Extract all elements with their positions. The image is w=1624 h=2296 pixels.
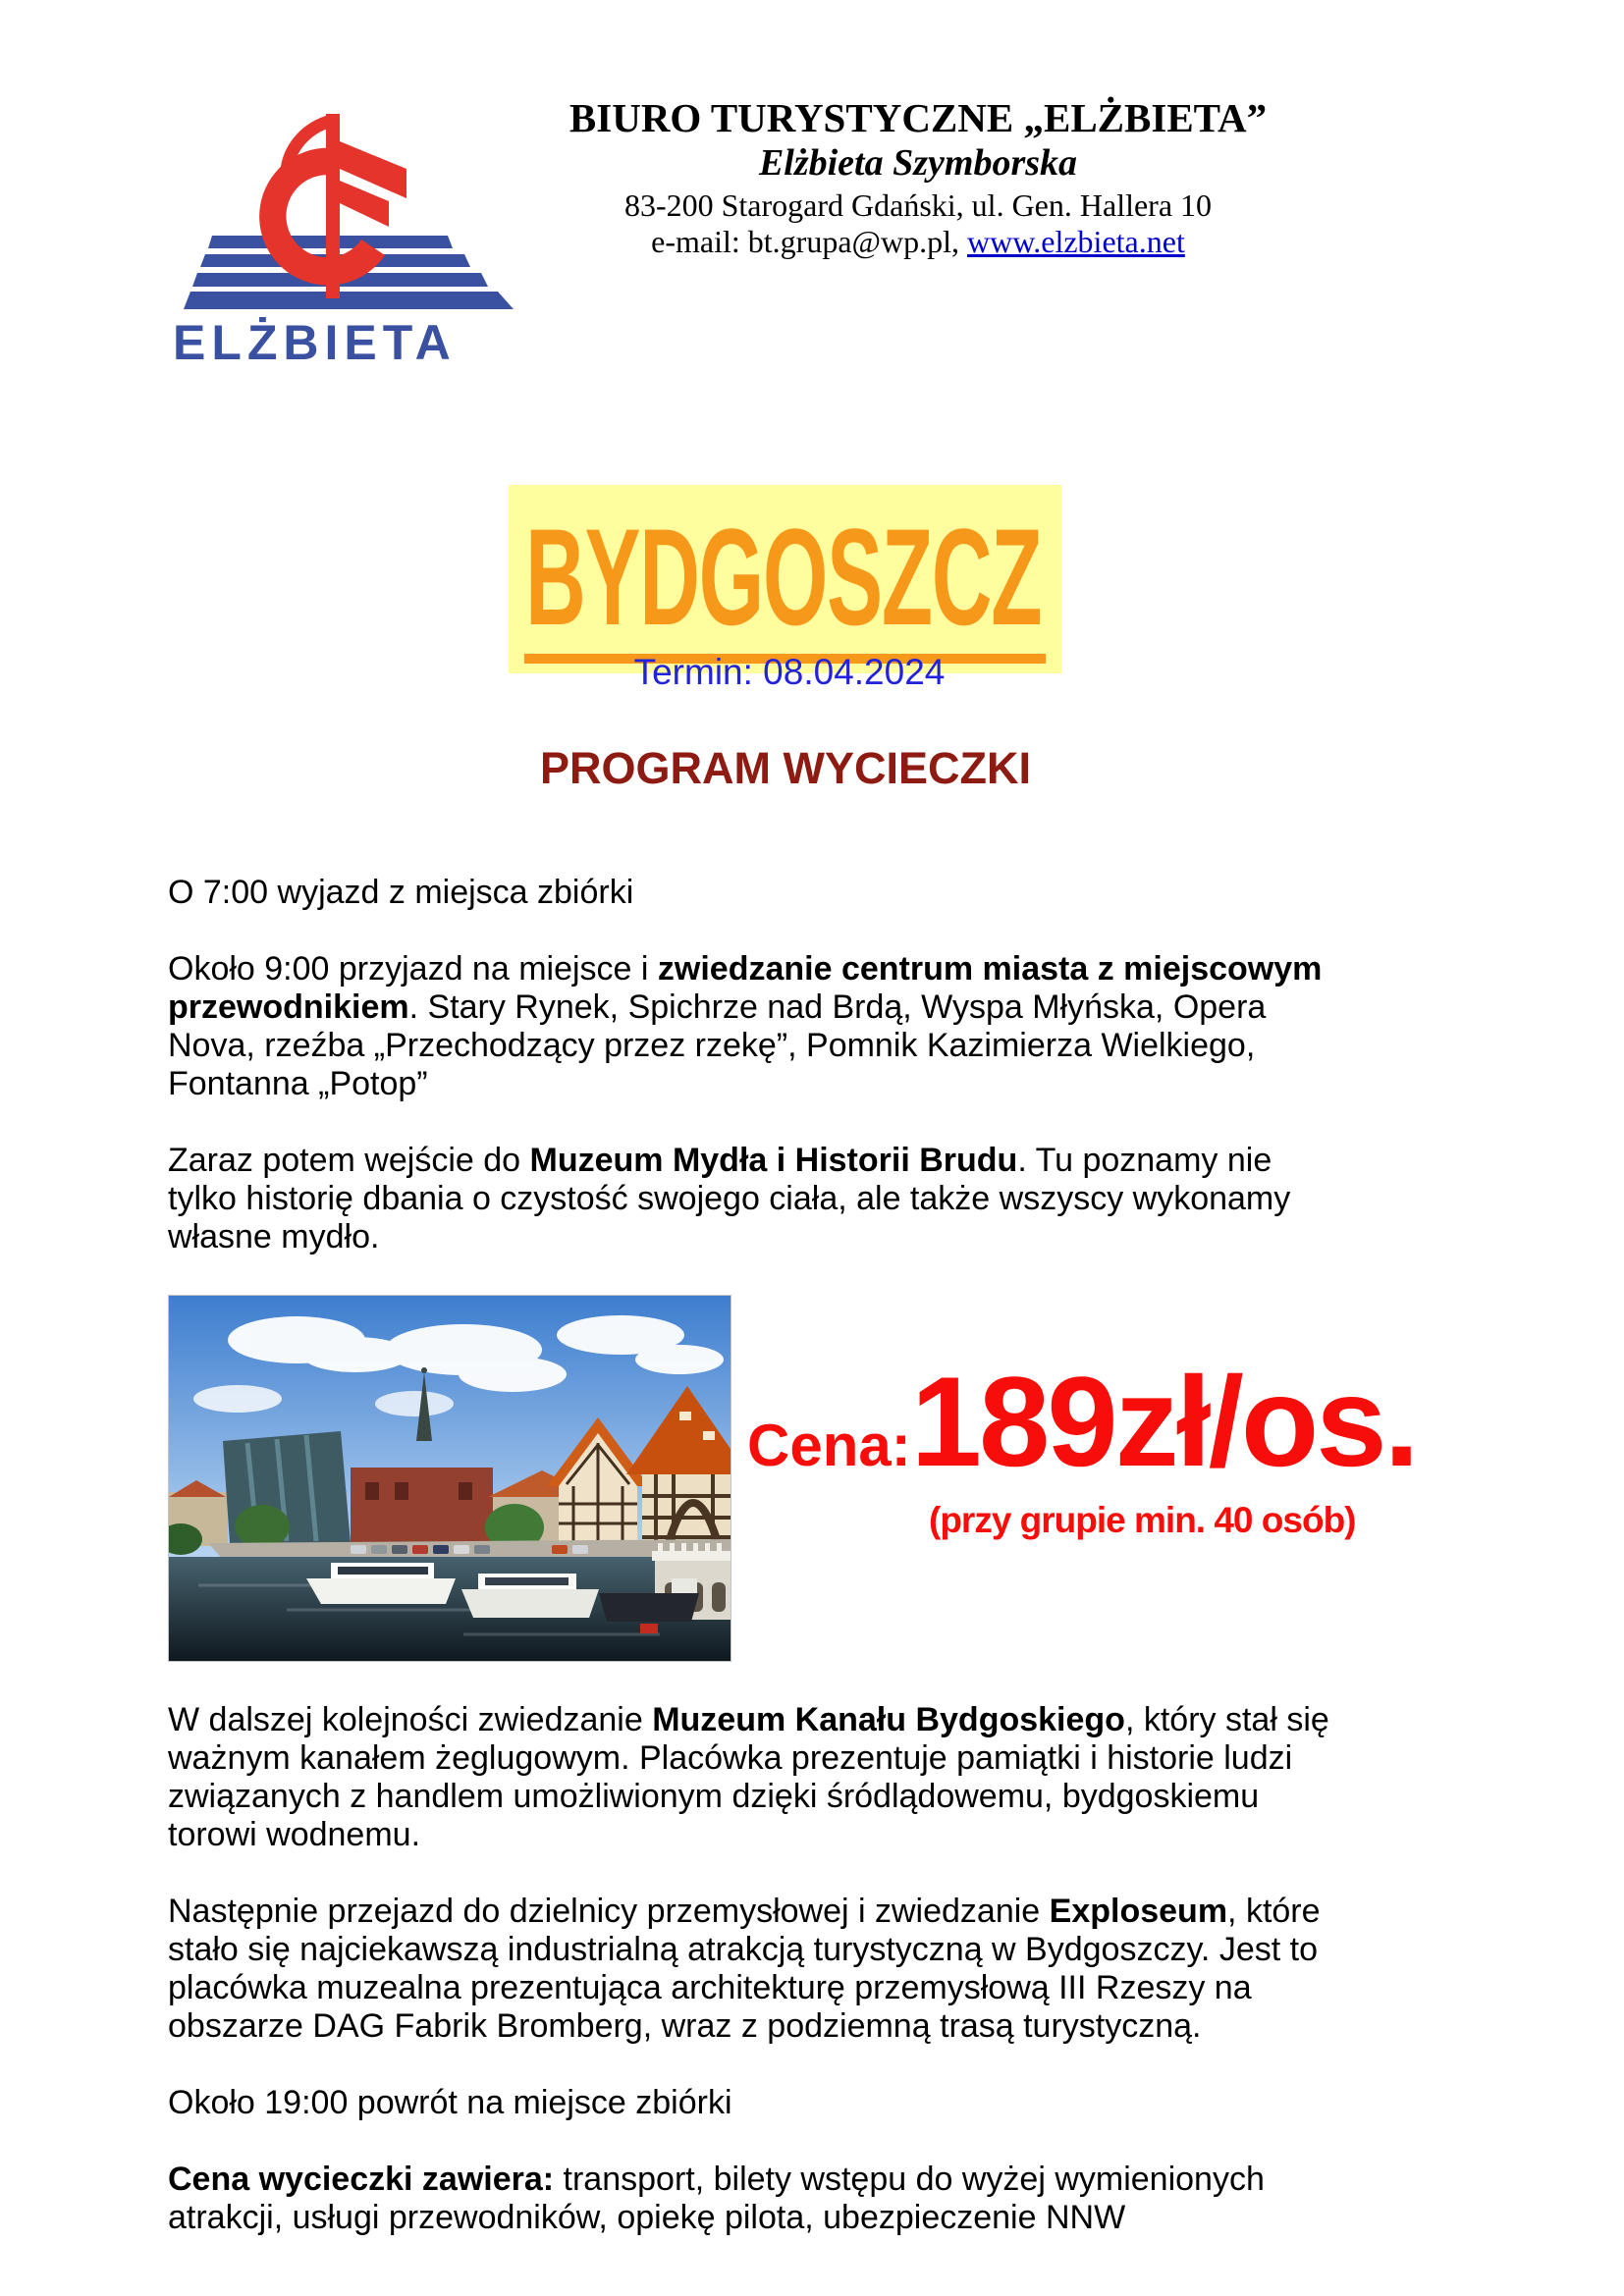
text-run: zwiedzanie centrum miasta z miejscowym przewodnikiem [168, 950, 1323, 1026]
price-line [747, 1350, 1417, 1493]
price-value: 189zł/os. [910, 1350, 1417, 1493]
text-run: Muzeum Kanału Bydgoskiego [652, 1701, 1125, 1738]
text-run: O 7:00 wyjazd z miejsca zbiórki [168, 874, 634, 911]
text-run: Około 19:00 powrót na miejsce zbiórki [168, 2084, 732, 2121]
agency-logo [169, 110, 532, 370]
text-run: Cena wycieczki zawiera: [168, 2161, 555, 2198]
program-paragraph [168, 1701, 1336, 1854]
price-block [747, 1295, 1417, 1539]
title-highlight [509, 485, 1061, 673]
bydgoszcz-waterfront-photo [168, 1295, 731, 1662]
date-line: Termin: 08.04.2024 [633, 652, 946, 692]
text-run: Exploseum [1049, 1893, 1228, 1930]
text-run: Zaraz potem wejście do [168, 1142, 530, 1179]
program-paragraph [168, 950, 1336, 1103]
text-run: Muzeum Mydła i Historii Brudu [529, 1142, 1018, 1179]
program-paragraph [168, 2161, 1336, 2237]
company-name: BIURO TURYSTYCZNE „ELŻBIETA” [568, 95, 1268, 140]
text-run: W dalszej kolejności zwiedzanie [168, 1701, 653, 1738]
text-run: Następnie przejazd do dzielnicy przemysłowej i zwiedzanie [168, 1893, 1050, 1930]
program-paragraph [168, 2084, 1336, 2122]
bydgoszcz-photo-illustration [169, 1296, 731, 1661]
program-paragraphs-top [168, 874, 1336, 1256]
owner-name: Elżbieta Szymborska [758, 142, 1078, 185]
program-heading: PROGRAM WYCIECZKI [540, 743, 1031, 793]
logo-gothic-e-icon [259, 114, 406, 298]
price-label: Cena: [747, 1413, 911, 1478]
header-block [511, 94, 1326, 259]
price-note: (przy grupie min. 40 osób) [929, 1500, 1356, 1540]
email-line [511, 224, 1326, 260]
program-paragraph [168, 1893, 1336, 2046]
address-line: 83-200 Starogard Gdański, ul. Gen. Hallera 10 [623, 187, 1213, 223]
program-paragraph [168, 874, 1336, 912]
elzbieta-logo-icon [169, 110, 532, 370]
text-run: Około 9:00 przyjazd na miejsce i [168, 950, 658, 988]
trip-city-title: BYDGOSZCZ [524, 493, 1046, 664]
program-paragraph [168, 1142, 1336, 1256]
website-link[interactable]: www.elzbieta.net [967, 223, 1185, 259]
text-run: , który stał się ważnym kanałem żeglugowym. Placówka prezentuje pamiątki i historie ludzi związanych z handlem umożliwionym dzięki śródlądowemu, bydgoskiemu torowi wodnemu. [168, 1701, 1329, 1853]
email-prefix: e-mail: bt.grupa@wp.pl, [651, 223, 967, 259]
text-run: . Tu poznamy nie tylko historię dbania o czystość swojego ciała, ale także wszyscy wykonamy własne mydło. [168, 1142, 1291, 1255]
program-paragraphs-bottom [168, 1701, 1336, 2237]
program-body [168, 874, 1417, 2275]
text-run: . Stary Rynek, Spichrze nad Brdą, Wyspa Młyńska, Opera Nova, rzeźba „Przechodzący przez rzekę”, Pomnik Kazimierza Wielkiego, Fontanna „Potop” [168, 988, 1267, 1102]
text-run: , które stało się najciekawszą industrialną atrakcją turystyczną w Bydgoszczy. Jest to placówka muzealna prezentująca architekturę przemysłową III Rzeszy na obszarze DAG Fabrik Bromberg, wraz z podziemną trasą turystyczną. [168, 1893, 1321, 2045]
text-run: transport, bilety wstępu do wyżej wymienionych atrakcji, usługi przewodników, opiekę pilota, ubezpieczenie NNW [168, 2161, 1265, 2236]
photo-price-row [168, 1295, 1417, 1662]
logo-wordmark: ELŻBIETA [173, 315, 457, 370]
